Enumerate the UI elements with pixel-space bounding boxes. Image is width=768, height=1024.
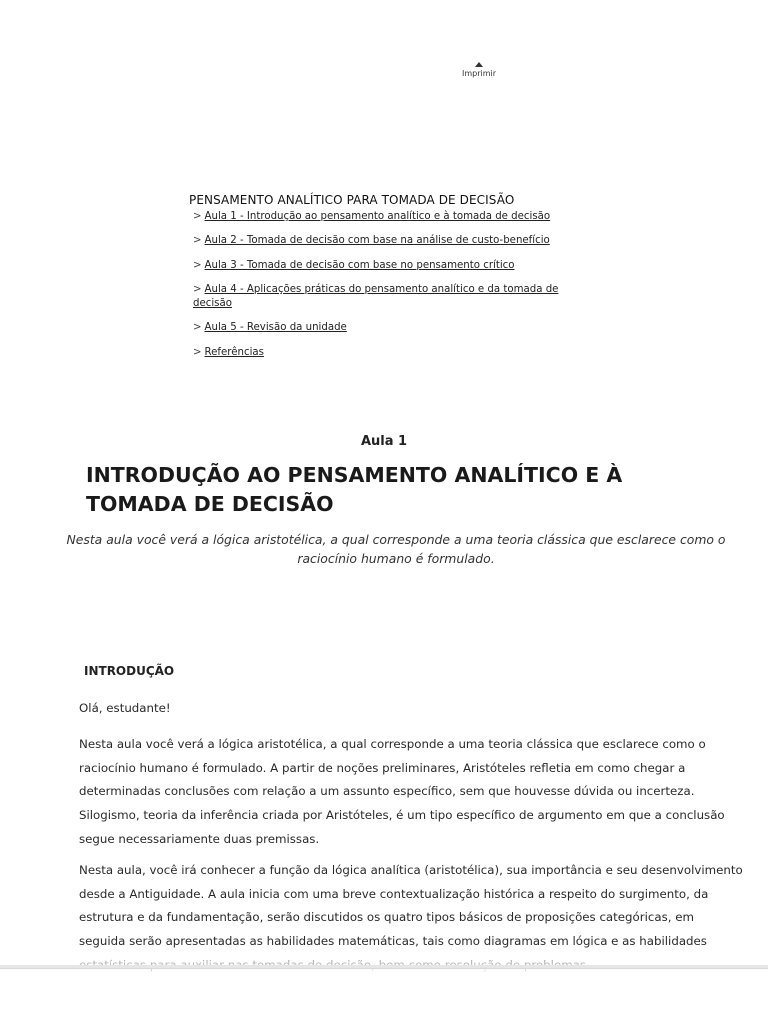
toc-item-aula-4: [193, 283, 565, 311]
chevron-right-icon: >: [193, 284, 202, 295]
toc-link-referencias[interactable]: Referências: [204, 347, 264, 358]
chevron-right-icon: >: [193, 347, 202, 358]
lesson-label: Aula 1: [360, 434, 408, 449]
toc-item-aula-1: [193, 210, 550, 224]
paragraph-line: Nesta aula, você irá conhecer a função da lógica analítica (aristotélica), sua importância e seu desenvolvimento: [79, 863, 743, 877]
paragraph-line: segue necessariamente duas premissas.: [79, 831, 320, 846]
chevron-right-icon: >: [193, 211, 202, 222]
chevron-right-icon: >: [193, 322, 202, 333]
chevron-right-icon: >: [193, 235, 202, 246]
greeting-text: Olá, estudante!: [79, 701, 171, 715]
paragraph-line: Silogismo, teoria da inferência criada por Aristóteles, é um tipo específico de argumento em que a conclusão: [79, 808, 725, 823]
toc-link-aula-1[interactable]: Aula 1 - Introdução ao pensamento analítico e à tomada de decisão: [204, 211, 551, 222]
toc-item-aula-5: [193, 321, 347, 335]
lesson-title: INTRODUÇÃO AO PENSAMENTO ANALÍTICO E À TOMADA DE DECISÃO: [86, 463, 623, 516]
toc-link-aula-2[interactable]: Aula 2 - Tomada de decisão com base na análise de custo-benefício: [204, 235, 550, 246]
print-label: Imprimir: [461, 69, 497, 78]
paragraph-line: estrutura e da fundamentação, serão discutidos os quatro tipos básicos de proposições categóricas, em: [79, 910, 694, 925]
toc-link-aula-5[interactable]: Aula 5 - Revisão da unidade: [204, 322, 347, 333]
print-arrow-icon: [475, 62, 483, 67]
paragraph-line: desde a Antiguidade. A aula inicia com uma breve contextualização histórica a respeito do surgimento, da: [79, 886, 709, 901]
paragraph-line: Nesta aula você verá a lógica aristotélica, a qual corresponde a uma teoria clássica que esclarece como o: [79, 737, 706, 751]
toc-item-aula-2: [193, 234, 550, 248]
chevron-right-icon: >: [193, 260, 202, 271]
toc-item-aula-3: [193, 259, 515, 273]
lesson-subtitle: Nesta aula você verá a lógica aristotélica, a qual corresponde a uma teoria clássica que esclarece como o raciocínio humano é formulado.: [66, 532, 726, 566]
page-separator: [0, 965, 768, 969]
section-heading-introducao: INTRODUÇÃO: [84, 664, 175, 678]
paragraph-line: determinadas conclusões com relação a um assunto específico, sem que houvesse dúvida ou incerteza.: [79, 784, 695, 799]
toc-title: PENSAMENTO ANALÍTICO PARA TOMADA DE DECISÃO: [189, 193, 515, 207]
intro-paragraph-1: [79, 733, 739, 852]
toc-link-aula-4[interactable]: Aula 4 - Aplicações práticas do pensamento analítico e da tomada de decisão: [193, 284, 559, 309]
print-button[interactable]: [453, 62, 505, 78]
paragraph-line: raciocínio humano é formulado. A partir de noções preliminares, Aristóteles refletia em como chegar a: [79, 760, 686, 775]
toc-item-referencias: [193, 346, 264, 360]
toc-link-aula-3[interactable]: Aula 3 - Tomada de decisão com base no pensamento crítico: [204, 260, 515, 271]
paragraph-line: seguida serão apresentadas as habilidades matemáticas, tais como diagramas em lógica e as habilidades: [79, 934, 707, 949]
